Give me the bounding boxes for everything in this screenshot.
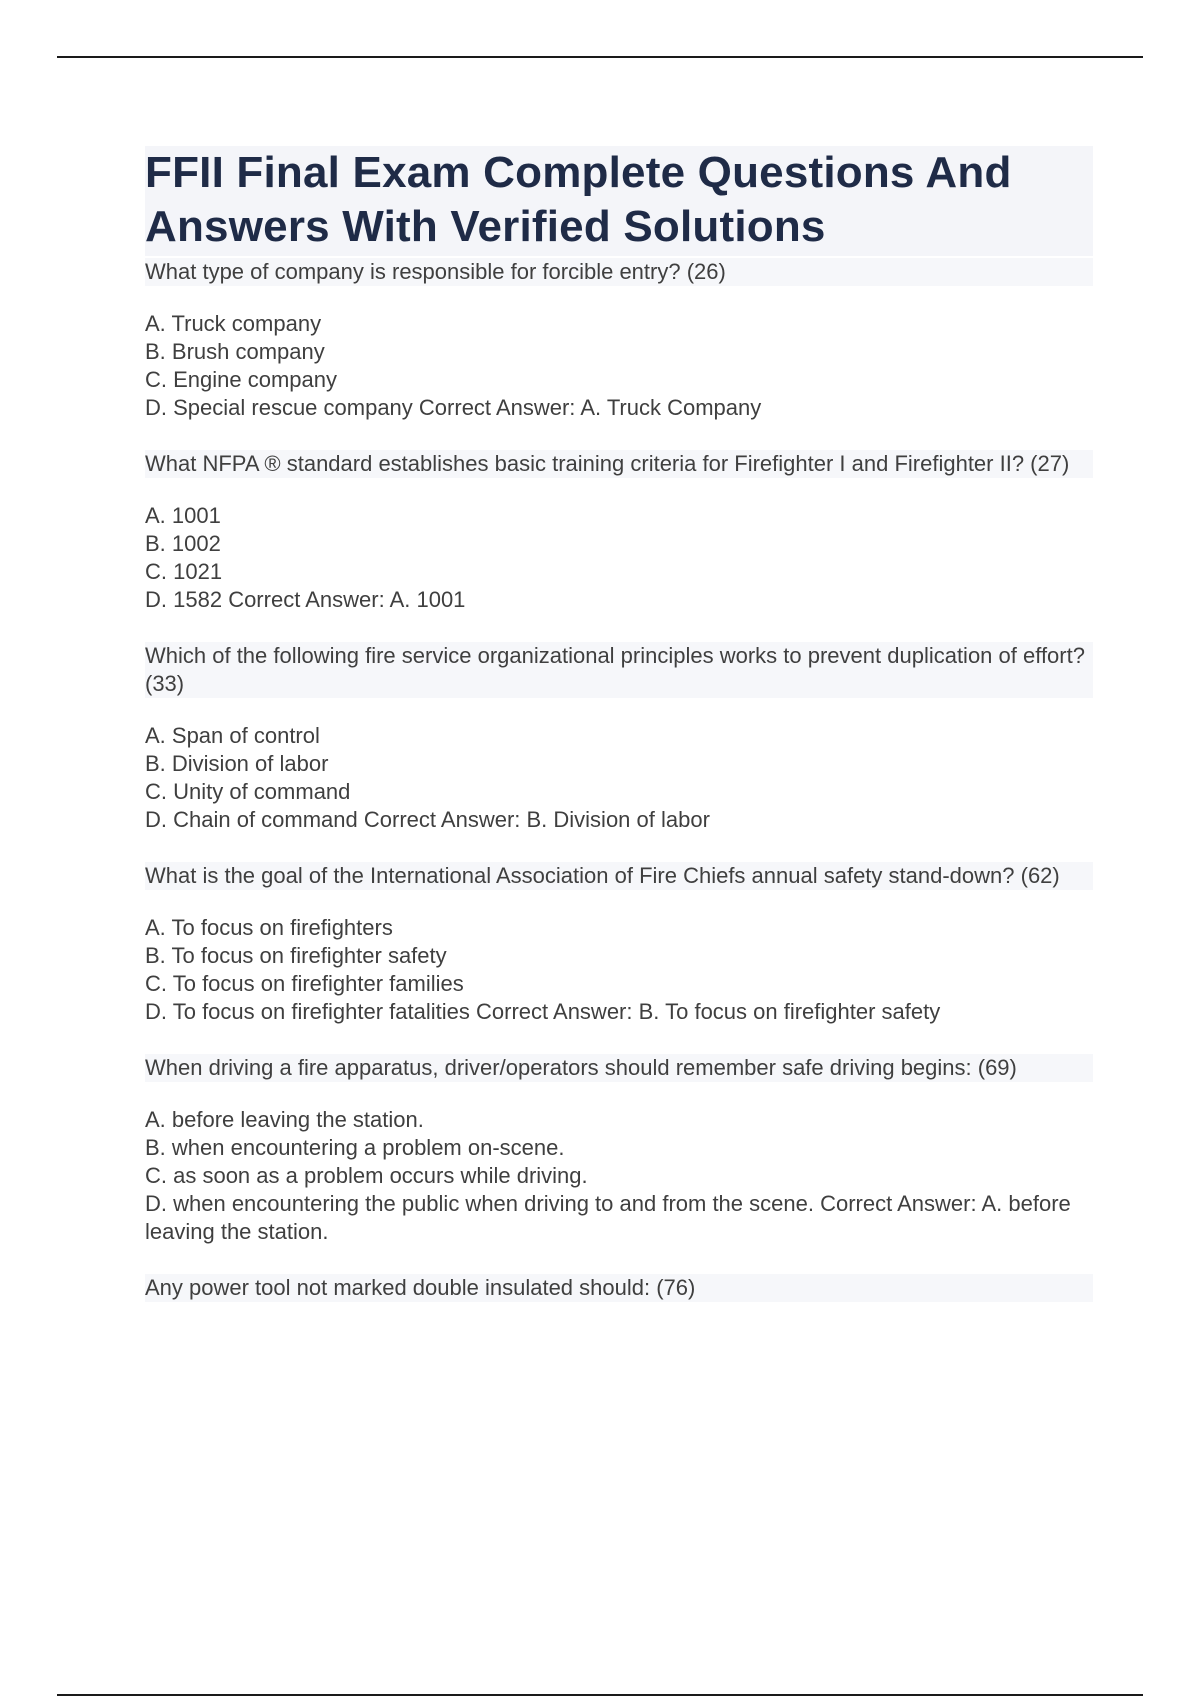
option-d: D. 1582 — [145, 587, 223, 612]
option-d-with-answer — [145, 1190, 1093, 1246]
option-c: C. as soon as a problem occurs while driving. — [145, 1163, 588, 1188]
option-b: B. when encountering a problem on-scene. — [145, 1135, 565, 1160]
option-b: B. Brush company — [145, 339, 325, 364]
question-text: What NFPA ® standard establishes basic training criteria for Firefighter I and Firefighter II? (27) — [145, 450, 1093, 478]
option-a: A. To focus on firefighters — [145, 915, 393, 940]
qa-section — [145, 258, 1093, 1302]
top-rule — [57, 56, 1143, 58]
question-block — [145, 1054, 1093, 1246]
option-d-with-answer — [145, 394, 1093, 422]
question-text: What is the goal of the International Association of Fire Chiefs annual safety stand-down? (62) — [145, 862, 1093, 890]
correct-answer: Correct Answer: B. Division of labor — [363, 807, 710, 832]
bottom-rule — [57, 1694, 1143, 1696]
option-c: C. To focus on firefighter families — [145, 971, 464, 996]
options-list — [145, 914, 1093, 1026]
option-c: C. 1021 — [145, 559, 223, 584]
question-block — [145, 450, 1093, 614]
option-b: B. Division of labor — [145, 751, 329, 776]
document-body — [145, 146, 1093, 1330]
option-d-with-answer — [145, 586, 1093, 614]
option-b: B. To focus on firefighter safety — [145, 943, 447, 968]
option-a: A. before leaving the station. — [145, 1107, 424, 1132]
title-block — [145, 146, 1093, 256]
option-d: D. Chain of command — [145, 807, 358, 832]
options-list — [145, 1106, 1093, 1246]
correct-answer: Correct Answer: A. Truck Company — [418, 395, 762, 420]
question-text: When driving a fire apparatus, driver/operators should remember safe driving begins: (69) — [145, 1054, 1093, 1082]
option-b: B. 1002 — [145, 531, 221, 556]
option-d-with-answer — [145, 998, 1093, 1026]
document-title: FFII Final Exam Complete Questions And Answers With Verified Solutions — [145, 148, 1012, 251]
question-text: Which of the following fire service organizational principles works to prevent duplication of effort? (33) — [145, 642, 1093, 698]
question-block — [145, 862, 1093, 1026]
correct-answer: Correct Answer: A. 1001 — [228, 587, 466, 612]
option-a: A. Truck company — [145, 311, 322, 336]
question-block — [145, 1274, 1093, 1302]
option-d-with-answer — [145, 806, 1093, 834]
options-list — [145, 502, 1093, 614]
correct-answer: Correct Answer: B. To focus on firefighter safety — [476, 999, 941, 1024]
question-block — [145, 258, 1093, 422]
question-text: Any power tool not marked double insulated should: (76) — [145, 1274, 1093, 1302]
option-d: D. when encountering the public when driving to and from the scene. — [145, 1191, 814, 1216]
question-text: What type of company is responsible for forcible entry? (26) — [145, 258, 1093, 286]
question-block — [145, 642, 1093, 834]
option-a: A. 1001 — [145, 503, 221, 528]
option-a: A. Span of control — [145, 723, 320, 748]
options-list — [145, 722, 1093, 834]
option-d: D. To focus on firefighter fatalities — [145, 999, 470, 1024]
option-d: D. Special rescue company — [145, 395, 413, 420]
options-list — [145, 310, 1093, 422]
option-c: C. Engine company — [145, 367, 337, 392]
correct-answer: Correct Answer: A. before leaving the station. — [145, 1191, 1071, 1244]
option-c: C. Unity of command — [145, 779, 351, 804]
